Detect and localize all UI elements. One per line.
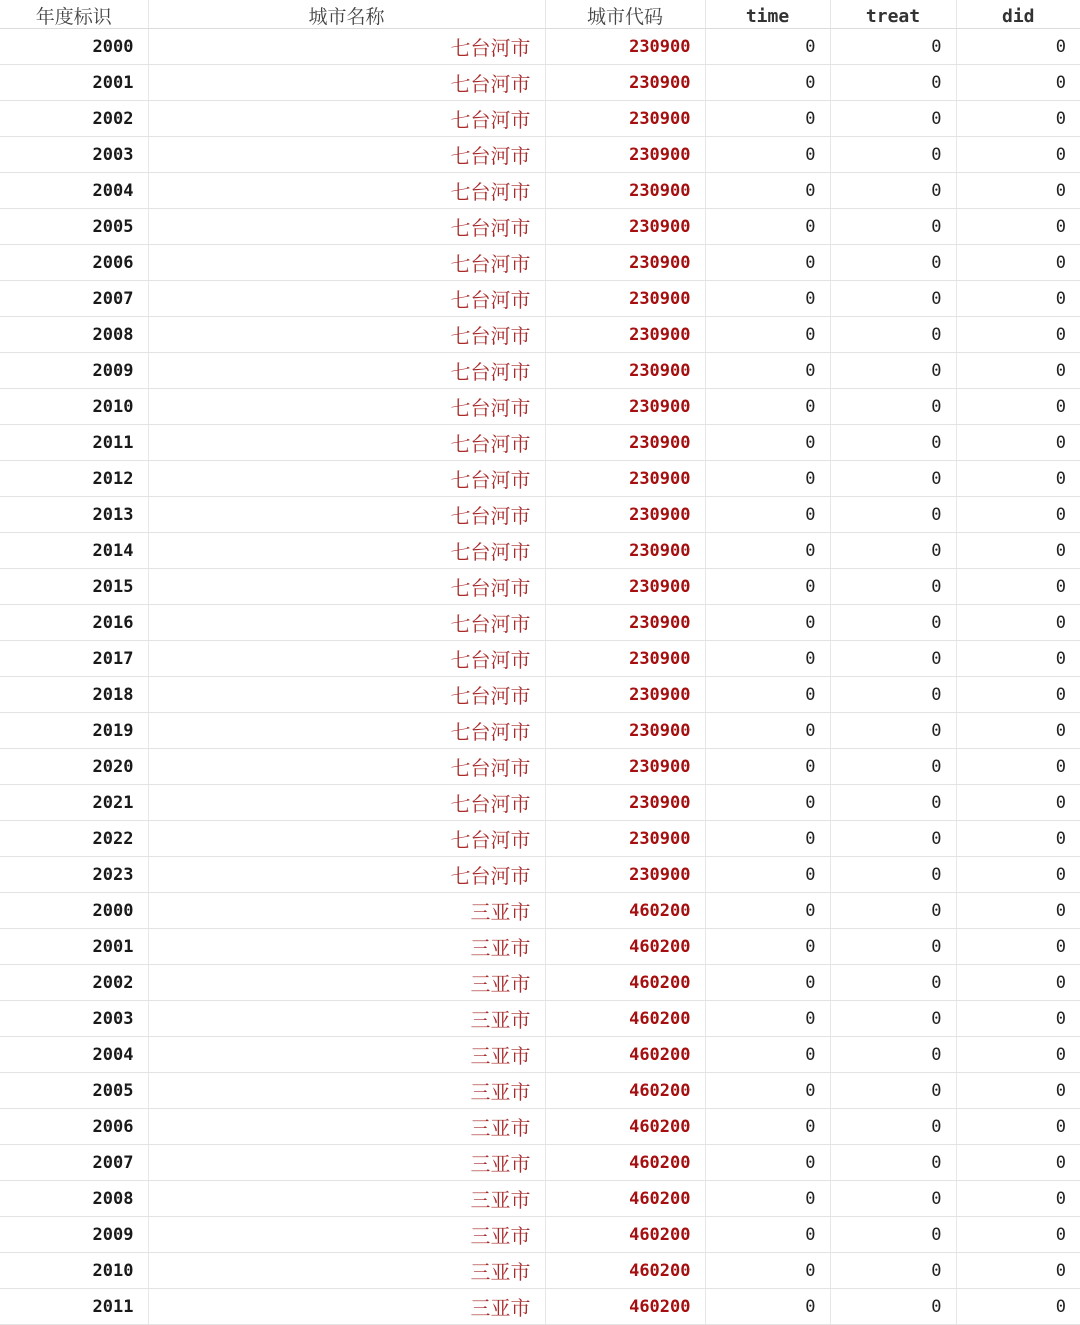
cell-year[interactable]: 2020 bbox=[0, 749, 148, 785]
cell-treat[interactable]: 0 bbox=[830, 749, 956, 785]
cell-city-code[interactable]: 230900 bbox=[545, 605, 705, 641]
cell-city-name[interactable]: 七台河市 bbox=[148, 713, 545, 749]
cell-city-code[interactable]: 230900 bbox=[545, 677, 705, 713]
cell-treat[interactable]: 0 bbox=[830, 1253, 956, 1289]
cell-time[interactable]: 0 bbox=[705, 677, 830, 713]
cell-city-name[interactable]: 七台河市 bbox=[148, 425, 545, 461]
cell-year[interactable]: 2001 bbox=[0, 65, 148, 101]
cell-city-code[interactable]: 230900 bbox=[545, 785, 705, 821]
cell-treat[interactable]: 0 bbox=[830, 425, 956, 461]
cell-city-code[interactable]: 460200 bbox=[545, 1109, 705, 1145]
cell-did[interactable]: 0 bbox=[956, 1253, 1080, 1289]
cell-time[interactable]: 0 bbox=[705, 1145, 830, 1181]
cell-city-code[interactable]: 230900 bbox=[545, 425, 705, 461]
cell-city-name[interactable]: 七台河市 bbox=[148, 317, 545, 353]
cell-city-code[interactable]: 230900 bbox=[545, 29, 705, 65]
cell-city-code[interactable]: 460200 bbox=[545, 1145, 705, 1181]
cell-time[interactable]: 0 bbox=[705, 965, 830, 1001]
cell-treat[interactable]: 0 bbox=[830, 965, 956, 1001]
cell-city-name[interactable]: 七台河市 bbox=[148, 461, 545, 497]
table-row[interactable] bbox=[0, 1001, 1080, 1037]
cell-treat[interactable]: 0 bbox=[830, 245, 956, 281]
table-row[interactable] bbox=[0, 1073, 1080, 1109]
column-header-did[interactable]: did bbox=[956, 0, 1080, 29]
cell-did[interactable]: 0 bbox=[956, 101, 1080, 137]
table-row[interactable] bbox=[0, 1289, 1080, 1325]
table-row[interactable] bbox=[0, 173, 1080, 209]
cell-city-code[interactable]: 460200 bbox=[545, 893, 705, 929]
cell-treat[interactable]: 0 bbox=[830, 209, 956, 245]
cell-city-name[interactable]: 七台河市 bbox=[148, 389, 545, 425]
cell-city-code[interactable]: 230900 bbox=[545, 245, 705, 281]
cell-time[interactable]: 0 bbox=[705, 209, 830, 245]
table-row[interactable] bbox=[0, 497, 1080, 533]
table-row[interactable] bbox=[0, 605, 1080, 641]
table-row[interactable] bbox=[0, 713, 1080, 749]
table-row[interactable] bbox=[0, 893, 1080, 929]
cell-did[interactable]: 0 bbox=[956, 1145, 1080, 1181]
table-row[interactable] bbox=[0, 749, 1080, 785]
table-row[interactable] bbox=[0, 29, 1080, 65]
column-header-city-name[interactable]: 城市名称 bbox=[148, 0, 545, 29]
cell-time[interactable]: 0 bbox=[705, 1073, 830, 1109]
cell-year[interactable]: 2012 bbox=[0, 461, 148, 497]
cell-time[interactable]: 0 bbox=[705, 1001, 830, 1037]
cell-treat[interactable]: 0 bbox=[830, 677, 956, 713]
cell-city-name[interactable]: 七台河市 bbox=[148, 65, 545, 101]
cell-year[interactable]: 2006 bbox=[0, 245, 148, 281]
table-row[interactable] bbox=[0, 425, 1080, 461]
cell-time[interactable]: 0 bbox=[705, 893, 830, 929]
cell-year[interactable]: 2003 bbox=[0, 137, 148, 173]
cell-did[interactable]: 0 bbox=[956, 821, 1080, 857]
cell-did[interactable]: 0 bbox=[956, 245, 1080, 281]
cell-did[interactable]: 0 bbox=[956, 569, 1080, 605]
cell-city-name[interactable]: 七台河市 bbox=[148, 749, 545, 785]
cell-city-name[interactable]: 三亚市 bbox=[148, 1037, 545, 1073]
cell-city-code[interactable]: 230900 bbox=[545, 173, 705, 209]
cell-year[interactable]: 2023 bbox=[0, 857, 148, 893]
cell-time[interactable]: 0 bbox=[705, 101, 830, 137]
cell-year[interactable]: 2016 bbox=[0, 605, 148, 641]
cell-treat[interactable]: 0 bbox=[830, 173, 956, 209]
table-row[interactable] bbox=[0, 929, 1080, 965]
cell-city-name[interactable]: 七台河市 bbox=[148, 569, 545, 605]
cell-time[interactable]: 0 bbox=[705, 857, 830, 893]
cell-city-code[interactable]: 460200 bbox=[545, 1181, 705, 1217]
cell-treat[interactable]: 0 bbox=[830, 317, 956, 353]
table-row[interactable] bbox=[0, 965, 1080, 1001]
cell-year[interactable]: 2007 bbox=[0, 1145, 148, 1181]
cell-city-name[interactable]: 三亚市 bbox=[148, 1073, 545, 1109]
cell-city-code[interactable]: 230900 bbox=[545, 713, 705, 749]
cell-treat[interactable]: 0 bbox=[830, 929, 956, 965]
cell-city-code[interactable]: 230900 bbox=[545, 353, 705, 389]
cell-time[interactable]: 0 bbox=[705, 1109, 830, 1145]
table-row[interactable] bbox=[0, 569, 1080, 605]
cell-city-code[interactable]: 230900 bbox=[545, 857, 705, 893]
cell-time[interactable]: 0 bbox=[705, 605, 830, 641]
cell-treat[interactable]: 0 bbox=[830, 137, 956, 173]
cell-did[interactable]: 0 bbox=[956, 1289, 1080, 1325]
cell-did[interactable]: 0 bbox=[956, 713, 1080, 749]
cell-time[interactable]: 0 bbox=[705, 317, 830, 353]
cell-treat[interactable]: 0 bbox=[830, 569, 956, 605]
cell-treat[interactable]: 0 bbox=[830, 1037, 956, 1073]
column-header-city-code[interactable]: 城市代码 bbox=[545, 0, 705, 29]
cell-city-name[interactable]: 三亚市 bbox=[148, 1109, 545, 1145]
table-row[interactable] bbox=[0, 209, 1080, 245]
cell-time[interactable]: 0 bbox=[705, 425, 830, 461]
table-row[interactable] bbox=[0, 461, 1080, 497]
cell-city-code[interactable]: 460200 bbox=[545, 1001, 705, 1037]
table-row[interactable] bbox=[0, 1253, 1080, 1289]
cell-treat[interactable]: 0 bbox=[830, 1145, 956, 1181]
cell-treat[interactable]: 0 bbox=[830, 1073, 956, 1109]
cell-year[interactable]: 2009 bbox=[0, 1217, 148, 1253]
cell-time[interactable]: 0 bbox=[705, 353, 830, 389]
cell-city-code[interactable]: 460200 bbox=[545, 929, 705, 965]
cell-year[interactable]: 2002 bbox=[0, 965, 148, 1001]
cell-did[interactable]: 0 bbox=[956, 641, 1080, 677]
cell-time[interactable]: 0 bbox=[705, 461, 830, 497]
cell-time[interactable]: 0 bbox=[705, 245, 830, 281]
cell-did[interactable]: 0 bbox=[956, 857, 1080, 893]
cell-city-name[interactable]: 三亚市 bbox=[148, 893, 545, 929]
table-row[interactable] bbox=[0, 1145, 1080, 1181]
cell-city-code[interactable]: 230900 bbox=[545, 389, 705, 425]
cell-did[interactable]: 0 bbox=[956, 749, 1080, 785]
cell-did[interactable]: 0 bbox=[956, 785, 1080, 821]
cell-did[interactable]: 0 bbox=[956, 317, 1080, 353]
cell-did[interactable]: 0 bbox=[956, 65, 1080, 101]
cell-treat[interactable]: 0 bbox=[830, 785, 956, 821]
cell-city-name[interactable]: 七台河市 bbox=[148, 353, 545, 389]
cell-did[interactable]: 0 bbox=[956, 1037, 1080, 1073]
cell-city-name[interactable]: 三亚市 bbox=[148, 1253, 545, 1289]
cell-city-code[interactable]: 230900 bbox=[545, 209, 705, 245]
cell-year[interactable]: 2000 bbox=[0, 893, 148, 929]
cell-year[interactable]: 2007 bbox=[0, 281, 148, 317]
cell-year[interactable]: 2018 bbox=[0, 677, 148, 713]
table-row[interactable] bbox=[0, 1181, 1080, 1217]
cell-did[interactable]: 0 bbox=[956, 605, 1080, 641]
cell-treat[interactable]: 0 bbox=[830, 1001, 956, 1037]
cell-city-code[interactable]: 460200 bbox=[545, 1289, 705, 1325]
cell-year[interactable]: 2000 bbox=[0, 29, 148, 65]
cell-city-name[interactable]: 七台河市 bbox=[148, 677, 545, 713]
cell-did[interactable]: 0 bbox=[956, 1001, 1080, 1037]
cell-treat[interactable]: 0 bbox=[830, 497, 956, 533]
cell-city-name[interactable]: 三亚市 bbox=[148, 929, 545, 965]
table-row[interactable] bbox=[0, 245, 1080, 281]
cell-year[interactable]: 2015 bbox=[0, 569, 148, 605]
cell-treat[interactable]: 0 bbox=[830, 65, 956, 101]
cell-did[interactable]: 0 bbox=[956, 929, 1080, 965]
cell-time[interactable]: 0 bbox=[705, 1037, 830, 1073]
table-row[interactable] bbox=[0, 677, 1080, 713]
cell-treat[interactable]: 0 bbox=[830, 605, 956, 641]
cell-city-code[interactable]: 460200 bbox=[545, 1037, 705, 1073]
cell-treat[interactable]: 0 bbox=[830, 821, 956, 857]
cell-time[interactable]: 0 bbox=[705, 749, 830, 785]
cell-year[interactable]: 2001 bbox=[0, 929, 148, 965]
table-row[interactable] bbox=[0, 1217, 1080, 1253]
cell-treat[interactable]: 0 bbox=[830, 281, 956, 317]
table-row[interactable] bbox=[0, 533, 1080, 569]
cell-did[interactable]: 0 bbox=[956, 281, 1080, 317]
table-row[interactable] bbox=[0, 1109, 1080, 1145]
cell-city-code[interactable]: 230900 bbox=[545, 317, 705, 353]
cell-year[interactable]: 2003 bbox=[0, 1001, 148, 1037]
cell-did[interactable]: 0 bbox=[956, 29, 1080, 65]
column-header-treat[interactable]: treat bbox=[830, 0, 956, 29]
cell-city-name[interactable]: 三亚市 bbox=[148, 965, 545, 1001]
cell-city-name[interactable]: 七台河市 bbox=[148, 245, 545, 281]
cell-city-code[interactable]: 460200 bbox=[545, 1073, 705, 1109]
cell-city-name[interactable]: 三亚市 bbox=[148, 1181, 545, 1217]
cell-city-name[interactable]: 七台河市 bbox=[148, 101, 545, 137]
cell-city-code[interactable]: 230900 bbox=[545, 821, 705, 857]
cell-city-name[interactable]: 七台河市 bbox=[148, 173, 545, 209]
cell-city-name[interactable]: 七台河市 bbox=[148, 209, 545, 245]
cell-year[interactable]: 2004 bbox=[0, 173, 148, 209]
cell-time[interactable]: 0 bbox=[705, 713, 830, 749]
cell-time[interactable]: 0 bbox=[705, 641, 830, 677]
cell-city-code[interactable]: 230900 bbox=[545, 749, 705, 785]
cell-time[interactable]: 0 bbox=[705, 29, 830, 65]
cell-city-name[interactable]: 七台河市 bbox=[148, 821, 545, 857]
cell-city-code[interactable]: 230900 bbox=[545, 641, 705, 677]
cell-treat[interactable]: 0 bbox=[830, 1217, 956, 1253]
cell-city-name[interactable]: 七台河市 bbox=[148, 533, 545, 569]
cell-city-name[interactable]: 三亚市 bbox=[148, 1289, 545, 1325]
cell-did[interactable]: 0 bbox=[956, 173, 1080, 209]
cell-city-code[interactable]: 230900 bbox=[545, 461, 705, 497]
cell-did[interactable]: 0 bbox=[956, 1109, 1080, 1145]
cell-treat[interactable]: 0 bbox=[830, 857, 956, 893]
cell-city-name[interactable]: 三亚市 bbox=[148, 1001, 545, 1037]
cell-year[interactable]: 2010 bbox=[0, 1253, 148, 1289]
cell-time[interactable]: 0 bbox=[705, 65, 830, 101]
cell-year[interactable]: 2002 bbox=[0, 101, 148, 137]
cell-time[interactable]: 0 bbox=[705, 1181, 830, 1217]
cell-city-name[interactable]: 七台河市 bbox=[148, 785, 545, 821]
cell-treat[interactable]: 0 bbox=[830, 389, 956, 425]
table-header bbox=[0, 0, 1080, 29]
header-row bbox=[0, 0, 1080, 29]
cell-year[interactable]: 2011 bbox=[0, 425, 148, 461]
cell-treat[interactable]: 0 bbox=[830, 893, 956, 929]
cell-city-code[interactable]: 230900 bbox=[545, 65, 705, 101]
cell-city-name[interactable]: 三亚市 bbox=[148, 1217, 545, 1253]
cell-city-code[interactable]: 460200 bbox=[545, 1253, 705, 1289]
cell-treat[interactable]: 0 bbox=[830, 101, 956, 137]
cell-did[interactable]: 0 bbox=[956, 1073, 1080, 1109]
cell-did[interactable]: 0 bbox=[956, 353, 1080, 389]
cell-city-name[interactable]: 七台河市 bbox=[148, 641, 545, 677]
cell-city-name[interactable]: 七台河市 bbox=[148, 497, 545, 533]
cell-time[interactable]: 0 bbox=[705, 1217, 830, 1253]
cell-treat[interactable]: 0 bbox=[830, 1289, 956, 1325]
cell-did[interactable]: 0 bbox=[956, 533, 1080, 569]
cell-did[interactable]: 0 bbox=[956, 209, 1080, 245]
cell-time[interactable]: 0 bbox=[705, 281, 830, 317]
cell-time[interactable]: 0 bbox=[705, 785, 830, 821]
cell-treat[interactable]: 0 bbox=[830, 533, 956, 569]
cell-year[interactable]: 2017 bbox=[0, 641, 148, 677]
cell-time[interactable]: 0 bbox=[705, 497, 830, 533]
table-row[interactable] bbox=[0, 317, 1080, 353]
table-row[interactable] bbox=[0, 281, 1080, 317]
cell-year[interactable]: 2006 bbox=[0, 1109, 148, 1145]
cell-did[interactable]: 0 bbox=[956, 425, 1080, 461]
cell-city-code[interactable]: 230900 bbox=[545, 101, 705, 137]
cell-city-name[interactable]: 七台河市 bbox=[148, 281, 545, 317]
table-row[interactable] bbox=[0, 389, 1080, 425]
cell-did[interactable]: 0 bbox=[956, 677, 1080, 713]
table-row[interactable] bbox=[0, 353, 1080, 389]
cell-treat[interactable]: 0 bbox=[830, 641, 956, 677]
cell-year[interactable]: 2011 bbox=[0, 1289, 148, 1325]
cell-time[interactable]: 0 bbox=[705, 569, 830, 605]
cell-year[interactable]: 2009 bbox=[0, 353, 148, 389]
cell-year[interactable]: 2005 bbox=[0, 1073, 148, 1109]
cell-treat[interactable]: 0 bbox=[830, 713, 956, 749]
cell-city-code[interactable]: 230900 bbox=[545, 137, 705, 173]
cell-did[interactable]: 0 bbox=[956, 137, 1080, 173]
table-row[interactable] bbox=[0, 101, 1080, 137]
cell-city-code[interactable]: 460200 bbox=[545, 1217, 705, 1253]
cell-city-code[interactable]: 230900 bbox=[545, 569, 705, 605]
cell-city-name[interactable]: 七台河市 bbox=[148, 857, 545, 893]
table-body bbox=[0, 29, 1080, 1325]
cell-treat[interactable]: 0 bbox=[830, 1109, 956, 1145]
table-row[interactable] bbox=[0, 821, 1080, 857]
column-header-time[interactable]: time bbox=[705, 0, 830, 29]
cell-did[interactable]: 0 bbox=[956, 497, 1080, 533]
cell-time[interactable]: 0 bbox=[705, 173, 830, 209]
table-row[interactable] bbox=[0, 641, 1080, 677]
cell-time[interactable]: 0 bbox=[705, 1289, 830, 1325]
cell-time[interactable]: 0 bbox=[705, 929, 830, 965]
cell-time[interactable]: 0 bbox=[705, 389, 830, 425]
cell-city-code[interactable]: 460200 bbox=[545, 965, 705, 1001]
cell-city-name[interactable]: 七台河市 bbox=[148, 137, 545, 173]
cell-year[interactable]: 2013 bbox=[0, 497, 148, 533]
cell-treat[interactable]: 0 bbox=[830, 353, 956, 389]
cell-year[interactable]: 2005 bbox=[0, 209, 148, 245]
table-row[interactable] bbox=[0, 785, 1080, 821]
cell-treat[interactable]: 0 bbox=[830, 29, 956, 65]
cell-time[interactable]: 0 bbox=[705, 533, 830, 569]
cell-year[interactable]: 2008 bbox=[0, 317, 148, 353]
cell-year[interactable]: 2008 bbox=[0, 1181, 148, 1217]
cell-time[interactable]: 0 bbox=[705, 1253, 830, 1289]
cell-did[interactable]: 0 bbox=[956, 461, 1080, 497]
cell-year[interactable]: 2014 bbox=[0, 533, 148, 569]
cell-did[interactable]: 0 bbox=[956, 1181, 1080, 1217]
cell-did[interactable]: 0 bbox=[956, 893, 1080, 929]
cell-city-code[interactable]: 230900 bbox=[545, 497, 705, 533]
cell-city-name[interactable]: 七台河市 bbox=[148, 605, 545, 641]
cell-time[interactable]: 0 bbox=[705, 821, 830, 857]
cell-year[interactable]: 2004 bbox=[0, 1037, 148, 1073]
table-row[interactable] bbox=[0, 857, 1080, 893]
table-row[interactable] bbox=[0, 137, 1080, 173]
table-row[interactable] bbox=[0, 65, 1080, 101]
column-header-year[interactable]: 年度标识 bbox=[0, 0, 148, 29]
table-row[interactable] bbox=[0, 1037, 1080, 1073]
cell-did[interactable]: 0 bbox=[956, 389, 1080, 425]
cell-year[interactable]: 2010 bbox=[0, 389, 148, 425]
cell-treat[interactable]: 0 bbox=[830, 1181, 956, 1217]
cell-treat[interactable]: 0 bbox=[830, 461, 956, 497]
cell-year[interactable]: 2019 bbox=[0, 713, 148, 749]
cell-time[interactable]: 0 bbox=[705, 137, 830, 173]
cell-did[interactable]: 0 bbox=[956, 1217, 1080, 1253]
cell-year[interactable]: 2021 bbox=[0, 785, 148, 821]
cell-city-code[interactable]: 230900 bbox=[545, 281, 705, 317]
cell-city-name[interactable]: 三亚市 bbox=[148, 1145, 545, 1181]
cell-did[interactable]: 0 bbox=[956, 965, 1080, 1001]
cell-city-code[interactable]: 230900 bbox=[545, 533, 705, 569]
cell-city-name[interactable]: 七台河市 bbox=[148, 29, 545, 65]
cell-year[interactable]: 2022 bbox=[0, 821, 148, 857]
